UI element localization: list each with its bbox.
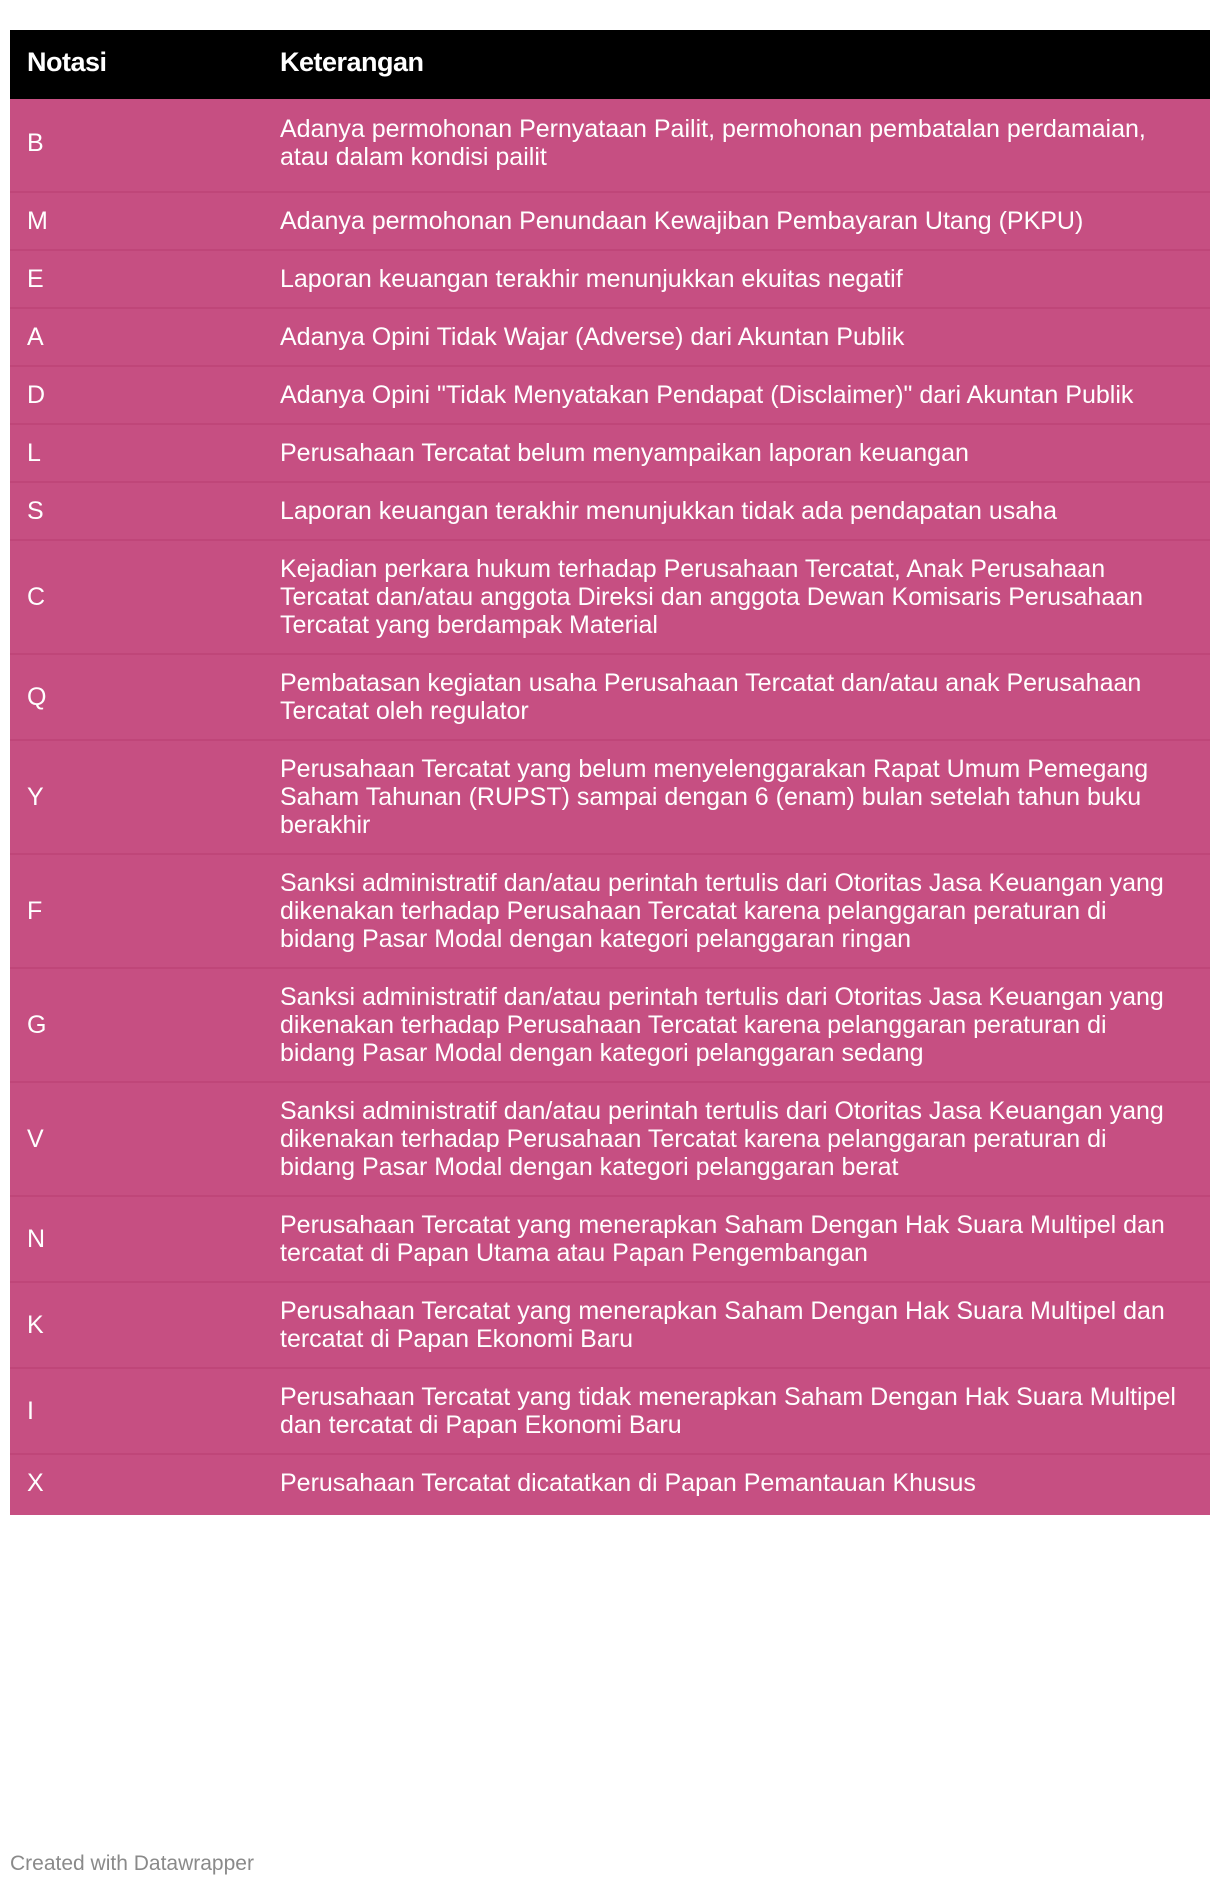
notation-code-cell: B xyxy=(10,97,266,192)
notation-code-cell: D xyxy=(10,366,266,424)
notation-description-cell: Adanya Opini Tidak Wajar (Adverse) dari Akuntan Publik xyxy=(266,308,1210,366)
notation-code-cell: C xyxy=(10,540,266,654)
notation-code-cell: Q xyxy=(10,654,266,740)
notation-description-cell: Perusahaan Tercatat dicatatkan di Papan Pemantauan Khusus xyxy=(280,1469,976,1497)
table-row xyxy=(10,1082,1210,1196)
table-row xyxy=(10,540,1210,654)
notation-code-cell: E xyxy=(10,250,266,308)
notation-description-cell: Laporan keuangan terakhir menunjukkan ekuitas negatif xyxy=(266,250,1210,308)
table-row xyxy=(10,250,1210,308)
table-header xyxy=(10,30,1210,97)
table-row xyxy=(10,366,1210,424)
column-header-notasi[interactable]: Notasi xyxy=(10,30,266,97)
table-body xyxy=(10,97,1210,1515)
notation-code-cell: K xyxy=(10,1282,266,1368)
notation-description-cell: Kejadian perkara hukum terhadap Perusahaan Tercatat, Anak Perusahaan Tercatat dan/atau anggota Direksi dan anggota Dewan Komisaris Perusahaan Tercatat yang berdampak Material xyxy=(266,540,1210,654)
table-row xyxy=(10,968,1210,1082)
notation-code-cell: A xyxy=(10,308,266,366)
notation-table-container xyxy=(10,30,1210,1515)
notation-code-cell: M xyxy=(10,192,266,250)
notation-code-cell: V xyxy=(10,1082,266,1196)
table-row xyxy=(10,1282,1210,1368)
notation-table xyxy=(10,30,1210,1515)
notation-code-cell: Y xyxy=(10,740,266,854)
table-row xyxy=(10,482,1210,540)
notation-description-cell: Perusahaan Tercatat belum menyampaikan laporan keuangan xyxy=(266,424,1210,482)
notation-description-cell: Perusahaan Tercatat yang tidak menerapkan Saham Dengan Hak Suara Multipel dan tercatat di Papan Ekonomi Baru xyxy=(266,1368,1210,1454)
column-header-keterangan[interactable]: Keterangan xyxy=(266,30,1210,97)
table-row xyxy=(10,654,1210,740)
table-row xyxy=(10,1454,1210,1515)
notation-description-cell: Perusahaan Tercatat yang menerapkan Saham Dengan Hak Suara Multipel dan tercatat di Papan Ekonomi Baru xyxy=(266,1282,1210,1368)
notation-description-cell: Perusahaan Tercatat yang belum menyelenggarakan Rapat Umum Pemegang Saham Tahunan (RUPST) sampai dengan 6 (enam) bulan setelah tahun buku berakhir xyxy=(266,740,1210,854)
notation-description-cell: Sanksi administratif dan/atau perintah tertulis dari Otoritas Jasa Keuangan yang dikenakan terhadap Perusahaan Tercatat karena pelanggaran peraturan di bidang Pasar Modal dengan kategori pelanggaran sedang xyxy=(266,968,1210,1082)
notation-description-cell: Adanya permohonan Penundaan Kewajiban Pembayaran Utang (PKPU) xyxy=(266,192,1210,250)
notation-description-cell: Sanksi administratif dan/atau perintah tertulis dari Otoritas Jasa Keuangan yang dikenakan terhadap Perusahaan Tercatat karena pelanggaran peraturan di bidang Pasar Modal dengan kategori pelanggaran berat xyxy=(266,1082,1210,1196)
notation-description-cell: Laporan keuangan terakhir menunjukkan tidak ada pendapatan usaha xyxy=(266,482,1210,540)
table-row xyxy=(10,854,1210,968)
table-row xyxy=(10,424,1210,482)
notation-description-cell: Sanksi administratif dan/atau perintah tertulis dari Otoritas Jasa Keuangan yang dikenakan terhadap Perusahaan Tercatat karena pelanggaran peraturan di bidang Pasar Modal dengan kategori pelanggaran ringan xyxy=(266,854,1210,968)
datawrapper-credit[interactable]: Created with Datawrapper xyxy=(10,1852,254,1875)
notation-code-cell: N xyxy=(10,1196,266,1282)
notation-code-cell: I xyxy=(10,1368,266,1454)
table-row xyxy=(10,1368,1210,1454)
table-row xyxy=(10,1196,1210,1282)
notation-description-cell: Adanya Opini "Tidak Menyatakan Pendapat (Disclaimer)" dari Akuntan Publik xyxy=(266,366,1210,424)
notation-code-cell: G xyxy=(10,968,266,1082)
notation-description-cell: Adanya permohonan Pernyataan Pailit, permohonan pembatalan perdamaian, atau dalam kondisi pailit xyxy=(266,97,1210,192)
table-row xyxy=(10,97,1210,192)
notation-description-cell: Pembatasan kegiatan usaha Perusahaan Tercatat dan/atau anak Perusahaan Tercatat oleh regulator xyxy=(266,654,1210,740)
notation-code-cell: L xyxy=(10,424,266,482)
notation-code-cell: X xyxy=(27,1469,44,1497)
notation-code-cell: S xyxy=(10,482,266,540)
notation-code-cell: F xyxy=(10,854,266,968)
table-row xyxy=(10,308,1210,366)
table-row xyxy=(10,740,1210,854)
header-row xyxy=(10,30,1210,97)
notation-description-cell: Perusahaan Tercatat yang menerapkan Saham Dengan Hak Suara Multipel dan tercatat di Papan Utama atau Papan Pengembangan xyxy=(266,1196,1210,1282)
table-row xyxy=(10,192,1210,250)
